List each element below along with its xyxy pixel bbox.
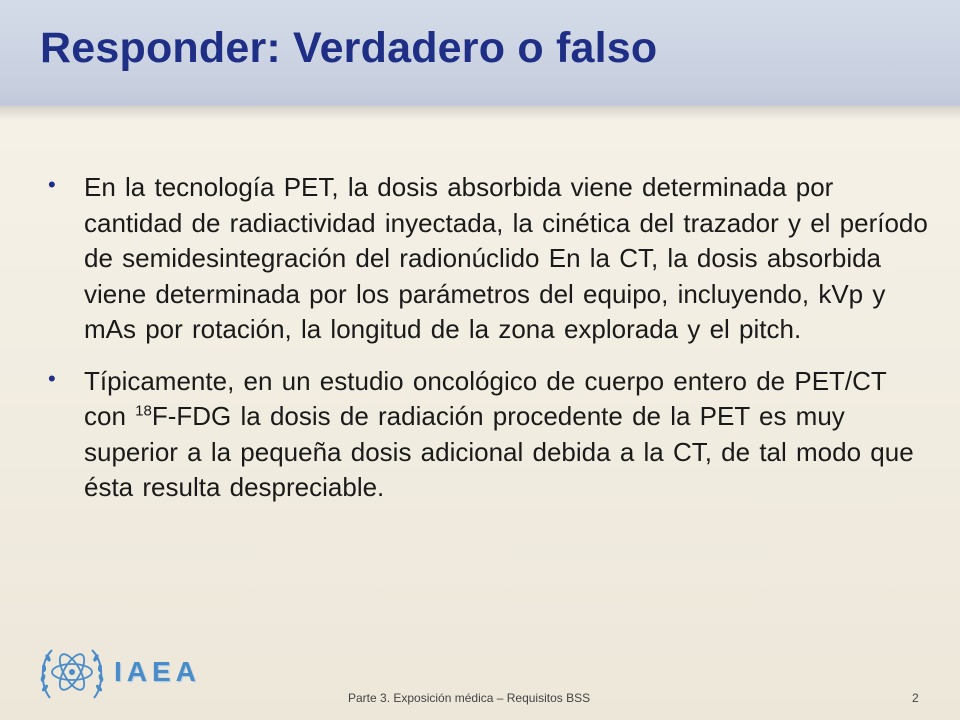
bullet-text-before: Típicamente, en un estudio oncológico de cuerpo entero de PET/CT con [84,365,887,431]
bullet-item [48,364,928,506]
bullet-dot-icon: • [48,172,56,197]
bullet-text: En la tecnología PET, la dosis absorbida viene determinada por cantidad de radiactividad inyectada, la cinética del trazador y el período de semidesintegración del radionúclido En la CT, la dosis absorbida viene determinada por los parámetros del equipo, incluyendo, kVp y mAs por rotación, la longitud de la zona explorada y el pitch. [84,172,928,344]
bullet-list [48,170,928,522]
bullet-text [84,364,928,506]
bullet-dot-icon: • [48,365,56,391]
page-number: 2 [912,691,919,705]
footer-caption: Parte 3. Exposición médica – Requisitos BSS [348,691,591,705]
slide-title: Responder: Verdadero o falso [40,24,658,72]
bullet-text-after: F-FDG la dosis de radiación procedente de la PET es muy superior a la pequeña dosis adicional debida a la CT, de tal modo que ésta resulta despreciable. [84,401,914,502]
iaea-atom-laurel-icon [36,640,108,706]
title-band [0,0,960,106]
bullet-item [48,170,928,348]
iaea-logo-text: IAEA [114,656,201,687]
isotope-superscript: 18 [135,402,152,420]
